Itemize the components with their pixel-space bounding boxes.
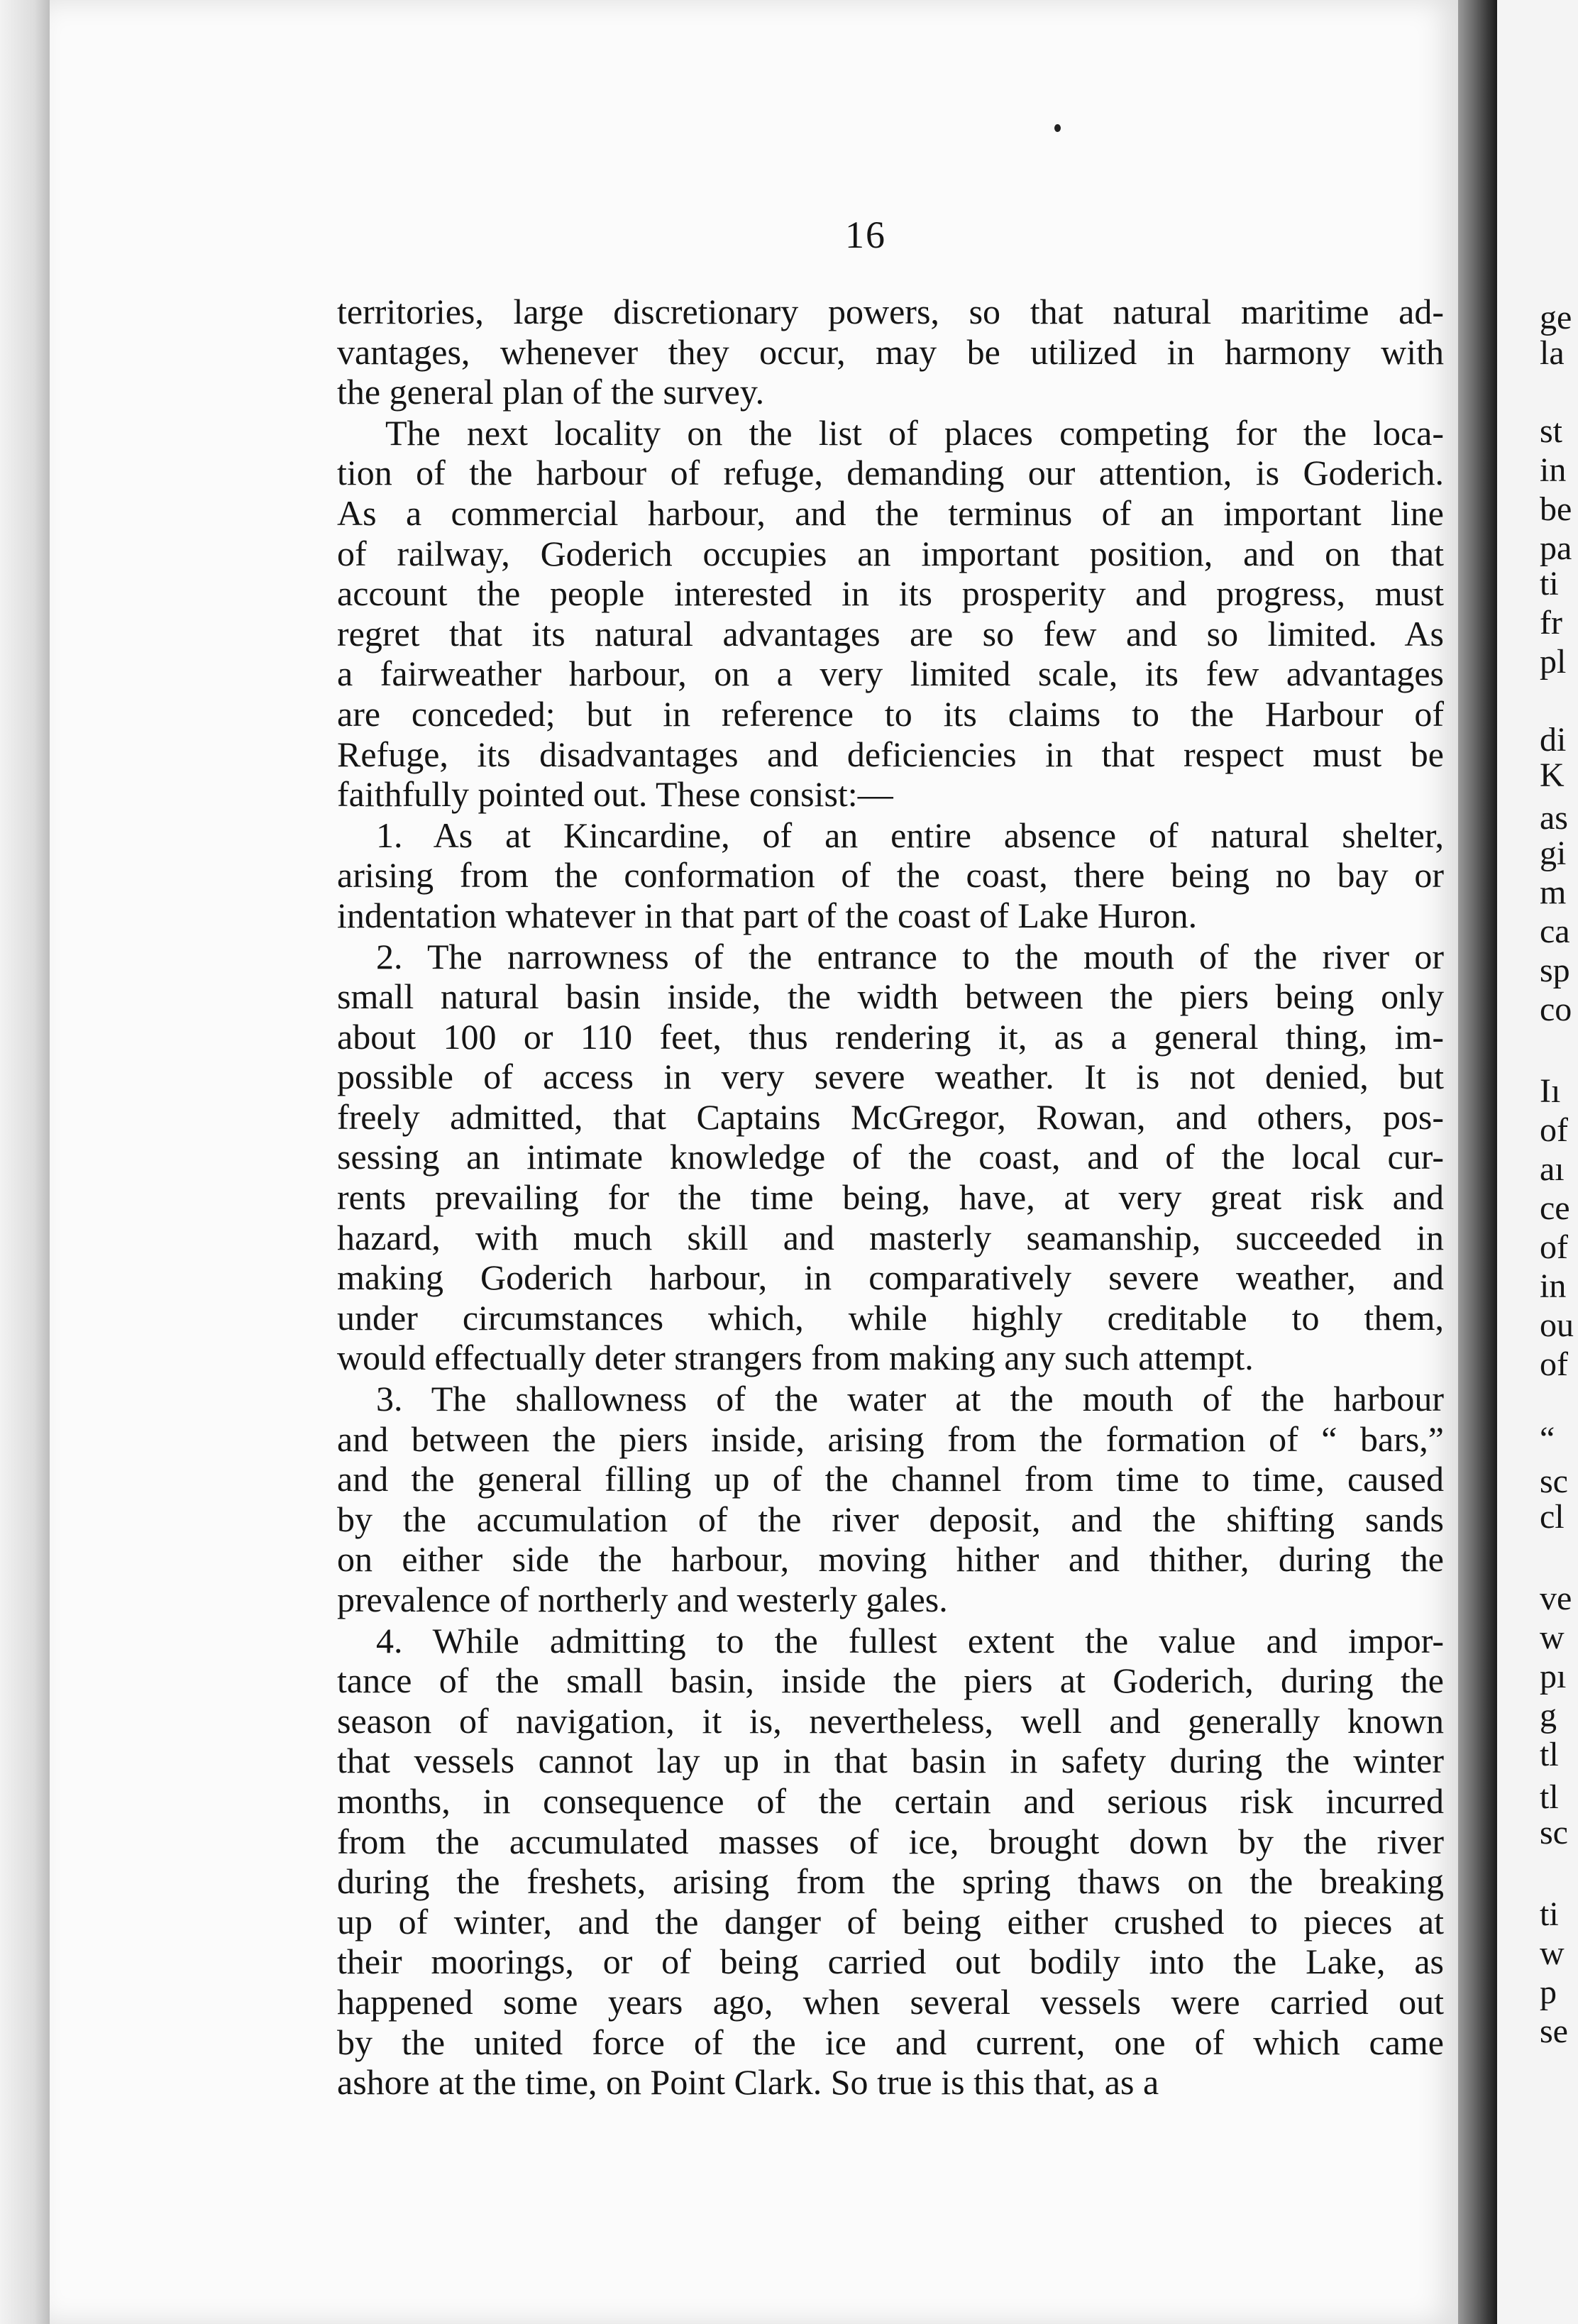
- adjacent-page-fragment: ou: [1540, 1306, 1574, 1344]
- text-line: hazard, with much skill and masterly seamanship, succeeded in: [337, 1217, 1444, 1257]
- text-line: The next locality on the list of places competing for the loca-: [385, 412, 1444, 453]
- adjacent-page-fragment: be: [1540, 490, 1572, 528]
- adjacent-page-fragment: ti: [1540, 1895, 1559, 1933]
- body-text: [337, 292, 1444, 2103]
- scan-left-margin: [0, 0, 50, 2324]
- adjacent-page-fragment: ce: [1540, 1189, 1570, 1227]
- text-line: tance of the small basin, inside the piers at Goderich, during the: [337, 1661, 1444, 1701]
- text-line: As a commercial harbour, and the terminus of an important line: [337, 492, 1444, 533]
- adjacent-page-fragment: ti: [1540, 565, 1559, 602]
- adjacent-page-fragment: pı: [1540, 1658, 1567, 1695]
- adjacent-page-fragment: in: [1540, 1267, 1567, 1305]
- text-line: from the accumulated masses of ice, brought down by the river: [337, 1821, 1444, 1861]
- adjacent-page-fragment: sc: [1540, 1814, 1568, 1851]
- adjacent-page-fragment: ve: [1540, 1580, 1572, 1617]
- adjacent-page-fragment: tl: [1540, 1736, 1559, 1773]
- text-line: freely admitted, that Captains McGregor, Rowan, and others, pos-: [337, 1096, 1444, 1137]
- adjacent-page-fragment: tl: [1540, 1778, 1559, 1816]
- adjacent-page-fragment: di: [1540, 721, 1567, 759]
- adjacent-page-fragment: Iı: [1540, 1072, 1561, 1110]
- adjacent-page-fragment: g: [1540, 1697, 1557, 1734]
- text-line: ashore at the time, on Point Clark. So true is this that, as a: [337, 2062, 1159, 2103]
- adjacent-page-fragment: sc: [1540, 1463, 1568, 1500]
- text-line: and between the piers inside, arising from the formation of “ bars,”: [337, 1419, 1444, 1459]
- adjacent-page-fragment: K: [1540, 756, 1565, 794]
- adjacent-page-fragment: se: [1540, 2012, 1568, 2050]
- text-line: small natural basin inside, the width between the piers being only: [337, 976, 1444, 1017]
- text-line: and the general filling up of the channel from time to time, caused: [337, 1459, 1444, 1499]
- adjacent-page-fragment: pa: [1540, 529, 1572, 567]
- document-page: [50, 0, 1458, 2324]
- text-line: are conceded; but in reference to its claims to the Harbour of: [337, 693, 1444, 734]
- adjacent-page-fragment: w: [1540, 1619, 1565, 1656]
- text-line: that vessels cannot lay up in that basin in safety during the winter: [337, 1741, 1444, 1781]
- adjacent-page-fragment: fr: [1540, 604, 1562, 641]
- text-line: vantages, whenever they occur, may be utilized in harmony with: [337, 331, 1444, 372]
- page-number: 16: [845, 214, 886, 256]
- adjacent-page-fragment: as: [1540, 799, 1568, 837]
- numbered-item: [337, 1621, 1444, 2103]
- text-line: territories, large discretionary powers, so that natural maritime ad-: [337, 292, 1444, 331]
- text-line: tion of the harbour of refuge, demanding our attention, is Goderich.: [337, 453, 1444, 493]
- text-line: Refuge, its disadvantages and deficiencies in that respect must be: [337, 734, 1444, 774]
- text-line: season of navigation, it is, nevertheless, well and generally known: [337, 1700, 1444, 1741]
- text-line: by the accumulation of the river deposit, and the shifting sands: [337, 1499, 1444, 1539]
- numbered-item: [337, 816, 1444, 936]
- text-line: up of winter, and the danger of being either crushed to pieces at: [337, 1901, 1444, 1942]
- adjacent-page-fragment: sp: [1540, 952, 1570, 989]
- text-line: on either side the harbour, moving hither and thither, during the: [337, 1539, 1444, 1580]
- text-line: 3. The shallowness of the water at the mouth of the harbour: [376, 1379, 1444, 1419]
- text-line: sessing an intimate knowledge of the coast, and of the local cur-: [337, 1137, 1444, 1177]
- text-line: under circumstances which, while highly creditable to them,: [337, 1297, 1444, 1338]
- paragraph: [337, 292, 1444, 412]
- book-gutter: [1458, 0, 1497, 2324]
- text-line: about 100 or 110 feet, thus rendering it, as a general thing, im-: [337, 1016, 1444, 1057]
- text-line: during the freshets, arising from the spring thaws on the breaking: [337, 1861, 1444, 1902]
- adjacent-page-fragment: “: [1540, 1420, 1555, 1458]
- text-line: indentation whatever in that part of the coast of Lake Huron.: [337, 895, 1198, 935]
- adjacent-page-fragment: of: [1540, 1111, 1568, 1149]
- ink-speck: [1054, 124, 1061, 132]
- adjacent-page-fragment: of: [1540, 1345, 1568, 1383]
- text-line: arising from the conformation of the coast, there being no bay or: [337, 855, 1444, 896]
- text-line: would effectually deter strangers from making any such attempt.: [337, 1338, 1254, 1378]
- adjacent-page-fragment: st: [1540, 412, 1563, 450]
- text-line: months, in consequence of the certain and serious risk incurred: [337, 1780, 1444, 1821]
- adjacent-page-fragment: cl: [1540, 1498, 1565, 1536]
- adjacent-page-edge: [1497, 0, 1578, 2324]
- text-line: faithfully pointed out. These consist:—: [337, 774, 893, 815]
- text-line: a fairweather harbour, on a very limited scale, its few advantages: [337, 654, 1444, 694]
- text-line: 1. As at Kincardine, of an entire absence of natural shelter,: [376, 815, 1444, 855]
- text-line: possible of access in very severe weather. It is not denied, but: [337, 1057, 1444, 1097]
- text-line: 2. The narrowness of the entrance to the mouth of the river or: [376, 936, 1444, 976]
- adjacent-page-fragment: in: [1540, 451, 1567, 489]
- text-line: account the people interested in its prosperity and progress, must: [337, 573, 1444, 614]
- adjacent-page-fragment: aı: [1540, 1150, 1565, 1188]
- adjacent-page-fragment: gi: [1540, 835, 1567, 872]
- text-line: by the united force of the ice and current, one of which came: [337, 2022, 1444, 2062]
- text-line: the general plan of the survey.: [337, 372, 765, 412]
- text-line: prevalence of northerly and westerly gales.: [337, 1580, 948, 1619]
- adjacent-page-fragment: m: [1540, 874, 1567, 911]
- text-line: making Goderich harbour, in comparatively severe weather, and: [337, 1257, 1444, 1298]
- adjacent-page-fragment: p: [1540, 1973, 1557, 2011]
- paragraph: [337, 414, 1444, 815]
- adjacent-page-fragment: ge: [1540, 299, 1572, 336]
- adjacent-page-fragment: pl: [1540, 643, 1567, 681]
- adjacent-page-fragment: of: [1540, 1228, 1568, 1266]
- numbered-item: [337, 1379, 1444, 1620]
- adjacent-page-fragment: ca: [1540, 913, 1570, 950]
- adjacent-page-fragment: la: [1540, 334, 1565, 372]
- text-line: happened some years ago, when several vessels were carried out: [337, 1981, 1444, 2022]
- text-line: rents prevailing for the time being, have, at very great risk and: [337, 1177, 1444, 1218]
- adjacent-page-fragment: w: [1540, 1934, 1565, 1972]
- adjacent-page-fragment: co: [1540, 991, 1572, 1028]
- text-line: regret that its natural advantages are so few and so limited. As: [337, 613, 1444, 654]
- text-line: their moorings, or of being carried out bodily into the Lake, as: [337, 1942, 1444, 1982]
- numbered-item: [337, 937, 1444, 1379]
- text-line: 4. While admitting to the fullest extent the value and impor-: [376, 1620, 1444, 1661]
- text-line: of railway, Goderich occupies an important position, and on that: [337, 533, 1444, 573]
